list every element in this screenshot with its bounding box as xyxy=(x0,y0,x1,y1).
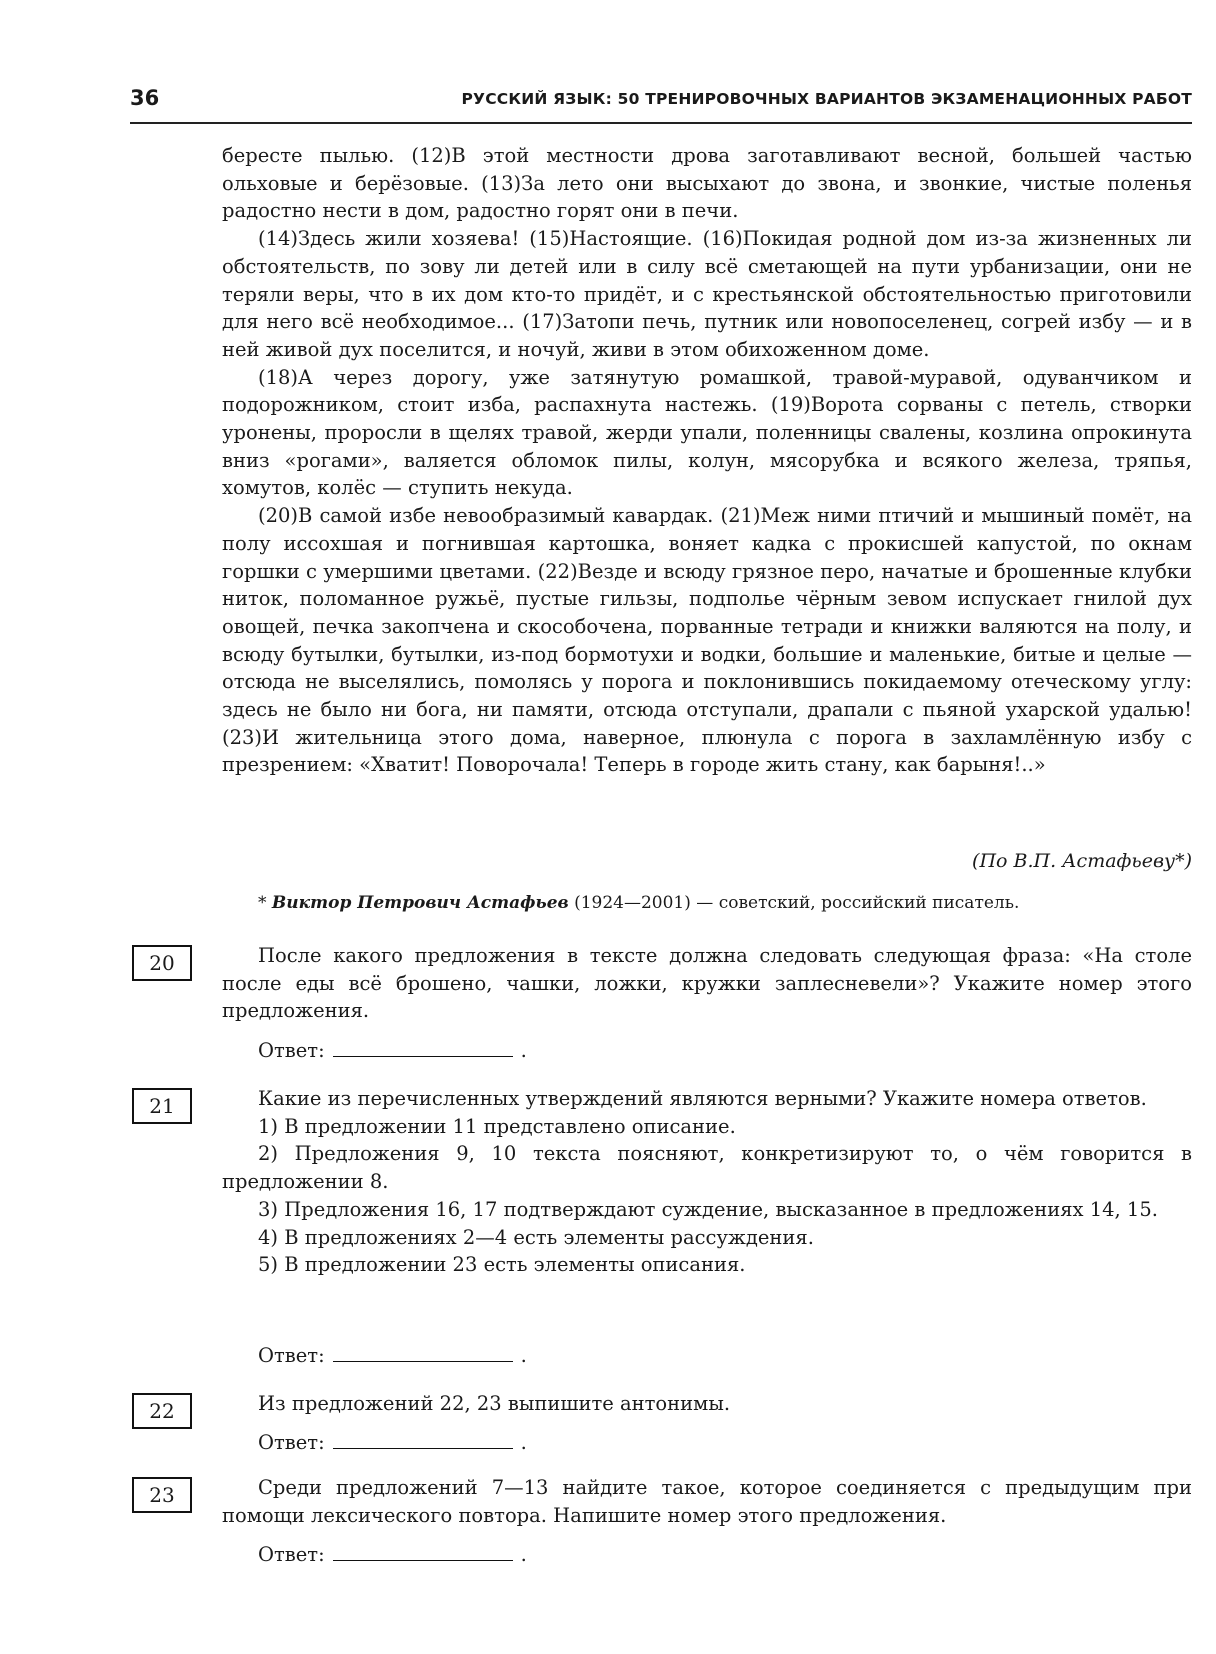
citation: (По В.П. Астафьеву*) xyxy=(972,850,1192,872)
task-option: 3) Предложения 16, 17 подтверждают суждение, высказанное в предложениях 14, 15. xyxy=(258,1197,1158,1221)
passage-paragraph: бересте пылью. (12)В этой местности дрова заготавливают весной, большей частью ольховые и берёзовые. (13)За лето они высыхают до звона, и звонкие, чистые поленья радостно нести в дом, радостно горят они в печи. xyxy=(222,144,1192,223)
task-number: 22 xyxy=(132,1393,192,1429)
answer-field[interactable]: Ответ: . xyxy=(258,1431,527,1454)
task-body xyxy=(222,1474,1192,1529)
answer-field[interactable]: Ответ: . xyxy=(258,1543,527,1566)
page-number: 36 xyxy=(130,86,160,110)
answer-line[interactable] xyxy=(333,1559,513,1561)
page-header xyxy=(130,86,1192,124)
footnote xyxy=(258,893,1019,913)
answer-field[interactable]: Ответ: . xyxy=(258,1344,527,1367)
footnote-marker: * xyxy=(258,893,272,913)
task-option: 2) Предложения 9, 10 текста поясняют, конкретизируют то, о чём говорится в предложении 8. xyxy=(222,1142,1192,1194)
task-body xyxy=(222,1390,1192,1418)
answer-label: Ответ: xyxy=(258,1543,325,1566)
task-option: 1) В предложении 11 представлено описание. xyxy=(258,1114,736,1138)
passage-paragraph: (20)В самой избе невообразимый кавардак. (21)Меж ними птичий и мышиный помёт, на полу иссохшая и погнившая картошка, воняет кадка с прокисшей капустой, по окнам горшки с умершими цветами. (22)Везде и всюду грязное перо, начатые и брошенные клубки ниток, поломанное ружьё, пустые гильзы, подполье чёрным зевом испускает гнилой дух овощей, печка закопчена и скособочена, порванные тетради и книжки валяются на полу, и всюду бутылки, бутылки, из-под бормотухи и водки, большие и маленькие, битые и целые — отсюда не выселялись, помолясь у порога и поклонившись покидаемому отеческому углу: здесь не было ни бога, ни памяти, отсюда отступали, драпали с пьяной ухарской удалью! (23)И жительница этого дома, наверное, плюнула с порога в захламлённую избу с презрением: «Хватит! Поворочала! Теперь в городе жить стану, как барыня!..» xyxy=(222,504,1192,777)
task-question: После какого предложения в тексте должна следовать следующая фраза: «На столе после еды всё брошено, чашки, ложки, кружки заплесневели»? Укажите номер этого предложения. xyxy=(222,944,1192,1023)
task-question: Из предложений 22, 23 выпишите антонимы. xyxy=(258,1392,731,1415)
task-number: 21 xyxy=(132,1088,192,1124)
answer-label: Ответ: xyxy=(258,1344,325,1367)
task-number: 23 xyxy=(132,1477,192,1513)
task-option: 4) В предложениях 2—4 есть элементы рассуждения. xyxy=(258,1225,814,1249)
answer-field[interactable]: Ответ: . xyxy=(258,1039,527,1062)
passage-paragraph: (14)Здесь жили хозяева! (15)Настоящие. (16)Покидая родной дом из-за жизненных ли обстоятельств, по зову ли детей или в силу всё сметающей на пути урбанизации, они не теряли веры, что в их дом кто-то придёт, и с крестьянской обстоятельностью приготовили для него всё необходимое... (17)Затопи печь, путник или новопоселенец, согрей избу — и в ней живой дух поселится, и ночуй, живи в этом обихоженном доме. xyxy=(222,227,1192,361)
passage-paragraph: (18)А через дорогу, уже затянутую ромашкой, травой-муравой, одуванчиком и подорожником, стоит изба, распахнута настежь. (19)Ворота сорваны с петель, створки уронены, проросли в щелях травой, жерди упали, поленницы свалены, козлина опрокинута вниз «рогами», валяется обломок пилы, колун, мясорубка и всякого железа, тряпья, хомутов, колёс — ступить некуда. xyxy=(222,365,1192,500)
answer-line[interactable] xyxy=(333,1447,513,1449)
task-number: 20 xyxy=(132,945,192,981)
task-body xyxy=(222,1085,1192,1279)
passage xyxy=(222,142,1192,779)
answer-label: Ответ: xyxy=(258,1431,325,1454)
task-body xyxy=(222,942,1192,1025)
task-question: Среди предложений 7—13 найдите такое, которое соединяется с предыдущим при помощи лексического повтора. Напишите номер этого предложения. xyxy=(222,1476,1192,1527)
running-title: РУССКИЙ ЯЗЫК: 50 ТРЕНИРОВОЧНЫХ ВАРИАНТОВ ЭКЗАМЕНАЦИОННЫХ РАБОТ xyxy=(461,90,1192,108)
answer-line[interactable] xyxy=(333,1055,513,1057)
task-question: Какие из перечисленных утверждений являются верными? Укажите номера ответов. xyxy=(258,1087,1147,1110)
task-option: 5) В предложении 23 есть элементы описания. xyxy=(258,1253,746,1277)
answer-label: Ответ: xyxy=(258,1039,325,1062)
footnote-author: Виктор Петрович Астафьев xyxy=(271,893,569,913)
answer-line[interactable] xyxy=(333,1360,513,1362)
footnote-text: (1924—2001) — советский, российский писатель. xyxy=(568,893,1020,913)
